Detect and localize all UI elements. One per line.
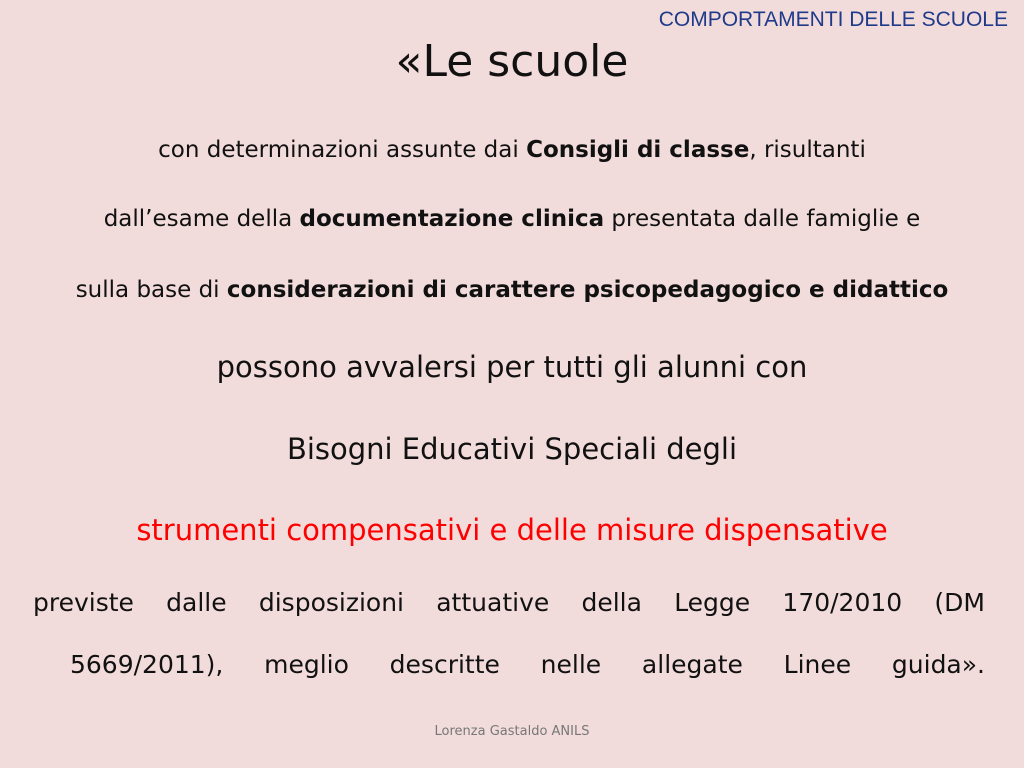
justified-line-2: 5669/2011), meglio descritte nelle allegate Linee guida».: [70, 650, 985, 679]
footer-author: Lorenza Gastaldo ANILS: [434, 724, 590, 739]
text-line-3: [0, 277, 1024, 303]
text-segment: presentata dalle famiglie e: [604, 206, 921, 232]
bold-text: Consigli di classe: [526, 137, 750, 163]
text-line-4: possono avvalersi per tutti gli alunni con: [216, 350, 808, 384]
justified-line-1: previste dalle disposizioni attuative della Legge 170/2010 (DM: [33, 588, 985, 617]
text-segment: dall’esame della: [103, 206, 300, 232]
text-segment: sulla base di: [75, 277, 227, 303]
bold-text: considerazioni di carattere psicopedagogico e didattico: [226, 277, 949, 303]
bold-text: documentazione clinica: [299, 206, 605, 232]
text-line-2: [0, 206, 1024, 232]
text-segment: , risultanti: [749, 137, 866, 163]
slide-title: «Le scuole: [395, 36, 629, 87]
header-label: COMPORTAMENTI DELLE SCUOLE: [658, 8, 1008, 31]
text-line-5: Bisogni Educativi Speciali degli: [286, 432, 738, 466]
text-line-1: [0, 137, 1024, 163]
highlighted-line: strumenti compensativi e delle misure dispensative: [136, 513, 888, 547]
text-segment: con determinazioni assunte dai: [158, 137, 527, 163]
